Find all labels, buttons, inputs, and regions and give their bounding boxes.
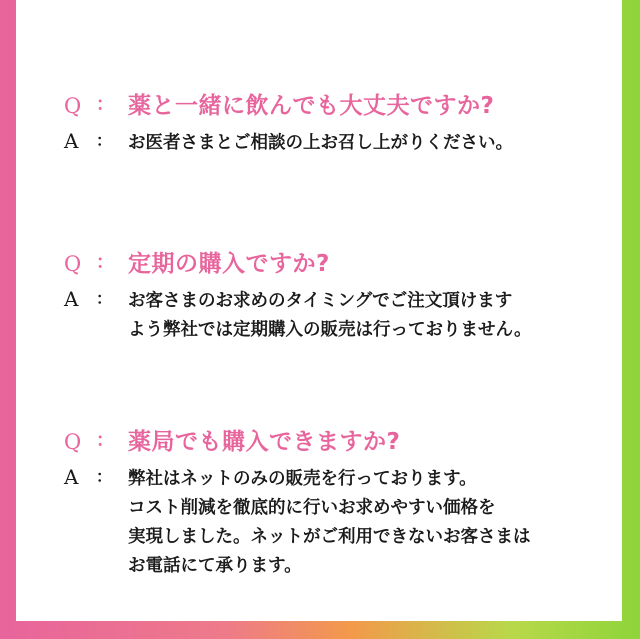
faq-item: [64, 92, 624, 158]
question-row: [64, 428, 624, 457]
answer-row: [64, 465, 624, 581]
answer-text: [128, 465, 531, 581]
answer-line: 実現しました。ネットがご利用できないお客さまは: [128, 526, 531, 547]
answer-mark-label: A: [64, 464, 79, 489]
question-row: [64, 250, 624, 279]
answer-colon: ：: [96, 130, 113, 150]
answer-line: お電話にて承ります。: [128, 555, 302, 576]
answer-line: お客さまのお求めのタイミングでご注文頂けます: [128, 290, 513, 311]
answer-line: よう弊社では定期購入の販売は行っておりません。: [128, 319, 532, 340]
question-colon: ：: [96, 94, 114, 115]
answer-text: [128, 129, 513, 158]
question-colon: ：: [96, 252, 114, 273]
answer-line: コスト削減を徹底的に行いお求めやすい価格を: [128, 497, 496, 518]
faq-item: [64, 250, 624, 345]
question-mark-label: Q: [64, 252, 82, 276]
answer-row: [64, 287, 624, 345]
question-mark-label: Q: [64, 94, 82, 118]
question-text: 薬と一緒に飲んでも大丈夫ですか?: [128, 93, 495, 119]
answer-line: お医者さまとご相談の上お召し上がりください。: [128, 132, 513, 153]
question-mark-label: Q: [64, 430, 82, 454]
answer-mark-label: A: [64, 286, 79, 311]
answer-text: [128, 287, 532, 345]
question-text: 定期の購入ですか?: [128, 251, 330, 277]
question-colon: ：: [96, 430, 114, 451]
answer-colon: ：: [96, 288, 113, 308]
answer-mark-label: A: [64, 128, 79, 153]
question-row: [64, 92, 624, 121]
answer-colon: ：: [96, 466, 113, 486]
answer-line: 弊社はネットのみの販売を行っております。: [128, 468, 477, 489]
answer-row: [64, 129, 624, 158]
question-text: 薬局でも購入できますか?: [128, 429, 401, 455]
faq-item: [64, 428, 624, 581]
